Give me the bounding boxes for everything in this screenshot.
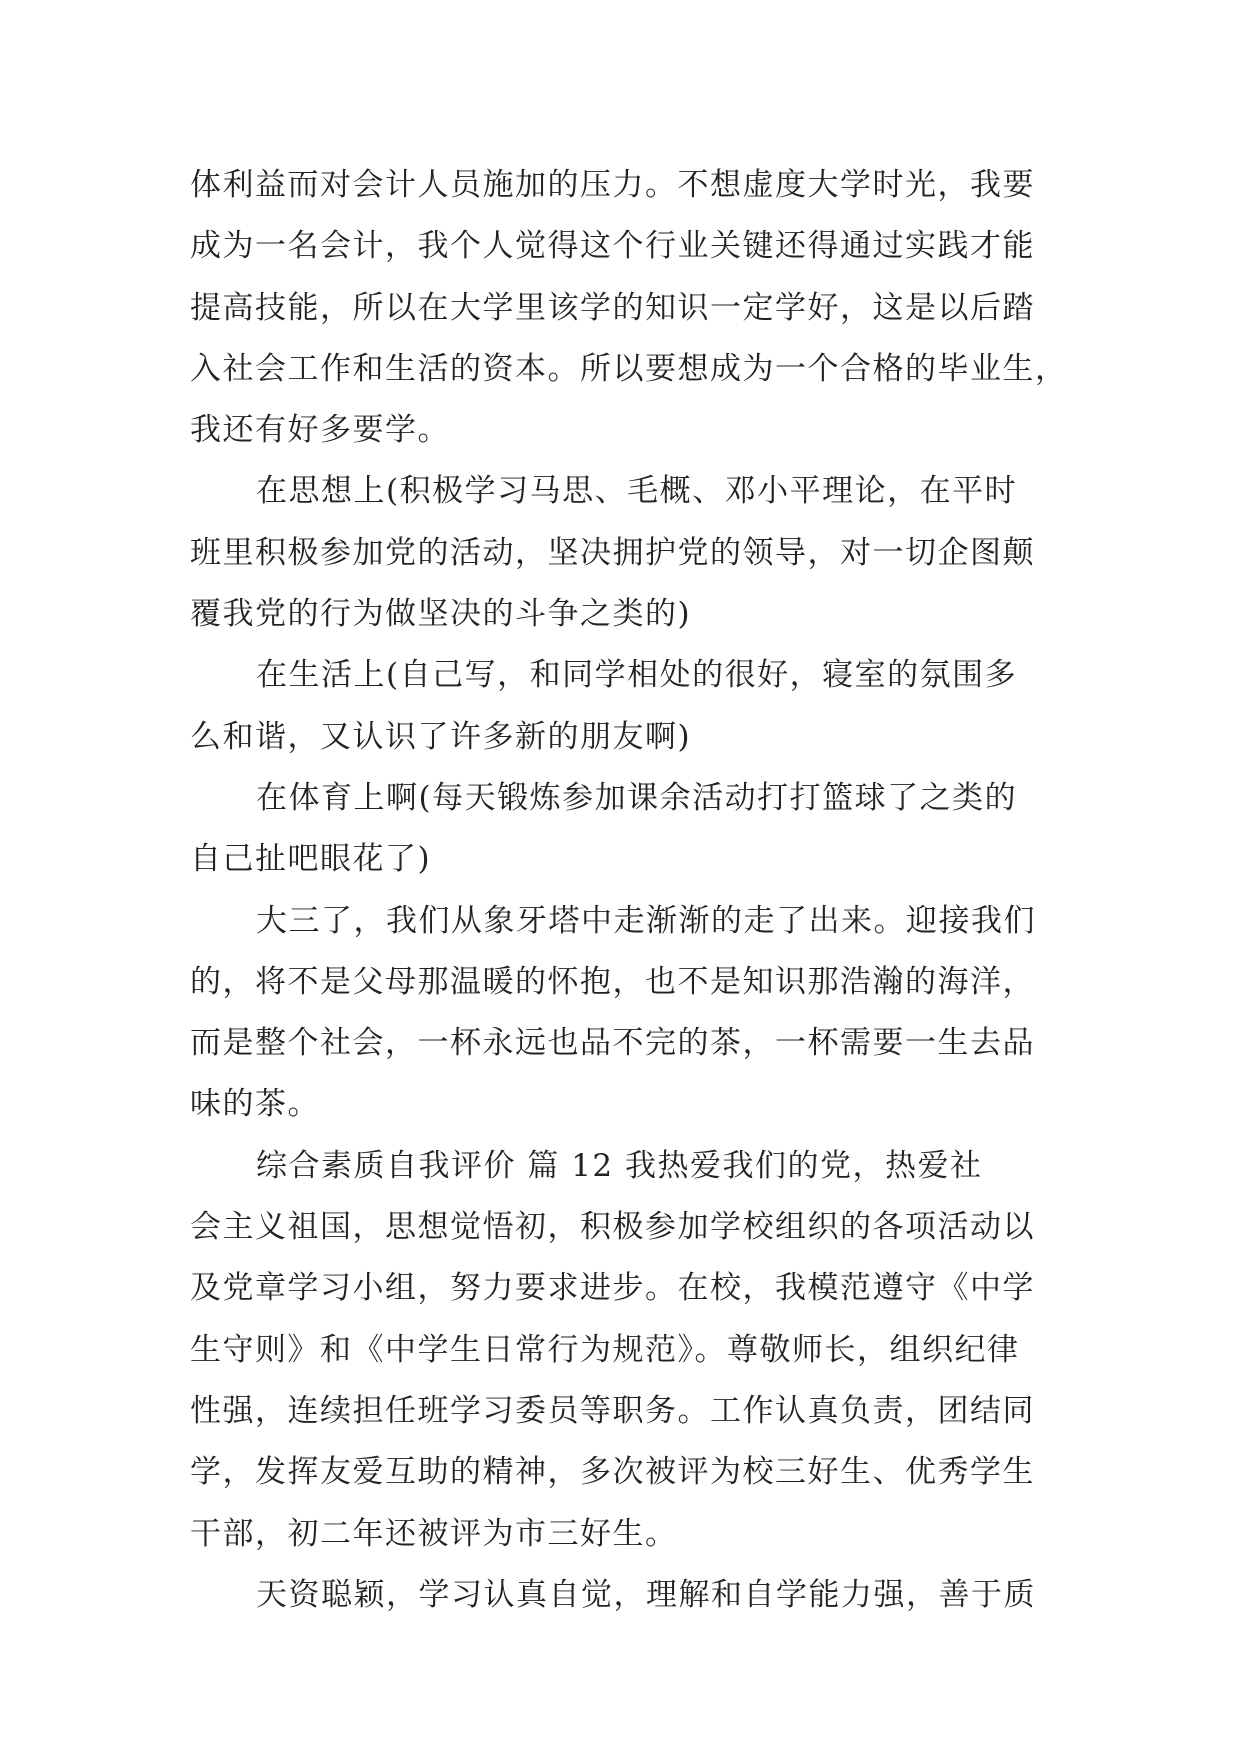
- text-line: 性强，连续担任班学习委员等职务。工作认真负责，团结同: [190, 1392, 1035, 1429]
- text-line: 成为一名会计，我个人觉得这个行业关键还得通过实践才能: [190, 228, 1035, 265]
- text-line: 体利益而对会计人员施加的压力。不想虚度大学时光，我要: [190, 167, 1035, 203]
- text-line: 会主义祖国，思想觉悟初，积极参加学校组织的各项活动以: [190, 1209, 1035, 1246]
- document-body: [190, 155, 1068, 1626]
- text-line: 生守则》和《中学生日常行为规范》。尊敬师长，组织纪律: [190, 1331, 1020, 1368]
- text-line: 入社会工作和生活的资本。所以要想成为一个合格的毕业生，: [190, 350, 1068, 387]
- text-line: 及党章学习小组，努力要求进步。在校，我模范遵守《中学: [190, 1270, 1035, 1307]
- text-line: 学，发挥友爱互助的精神，多次被评为校三好生、优秀学生: [190, 1454, 1035, 1491]
- text-line: 干部，初二年还被评为市三好生。: [190, 1515, 678, 1552]
- text-line: 在思想上(积极学习马思、毛概、邓小平理论，在平时: [256, 473, 1018, 510]
- text-line: 提高技能，所以在大学里该学的知识一定学好，这是以后踏: [190, 289, 1035, 326]
- text-line: 天资聪颖，学习认真自觉，理解和自学能力强，善于质: [256, 1576, 1036, 1613]
- text-line: 味的茶。: [190, 1086, 320, 1123]
- text-line: 么和谐，又认识了许多新的朋友啊): [190, 718, 692, 755]
- text-line: 在生活上(自己写，和同学相处的很好，寝室的氛围多: [256, 657, 1018, 694]
- section-heading-line: 综合素质自我评价 篇 12 我热爱我们的党，热爱社: [256, 1147, 983, 1184]
- text-line: 自己扯吧眼花了): [190, 841, 432, 878]
- text-line: 覆我党的行为做坚决的斗争之类的): [190, 596, 692, 633]
- text-line: 而是整个社会，一杯永远也品不完的茶，一杯需要一生去品: [190, 1025, 1035, 1062]
- text-line: 在体育上啊(每天锻炼参加课余活动打打篮球了之类的: [256, 779, 1018, 816]
- text-line: 的，将不是父母那温暖的怀抱，也不是知识那浩瀚的海洋，: [190, 963, 1035, 1000]
- text-line: 班里积极参加党的活动，坚决拥护党的领导，对一切企图颠: [190, 534, 1035, 571]
- text-line: 我还有好多要学。: [190, 412, 450, 449]
- text-line: 大三了，我们从象牙塔中走渐渐的走了出来。迎接我们: [256, 902, 1036, 939]
